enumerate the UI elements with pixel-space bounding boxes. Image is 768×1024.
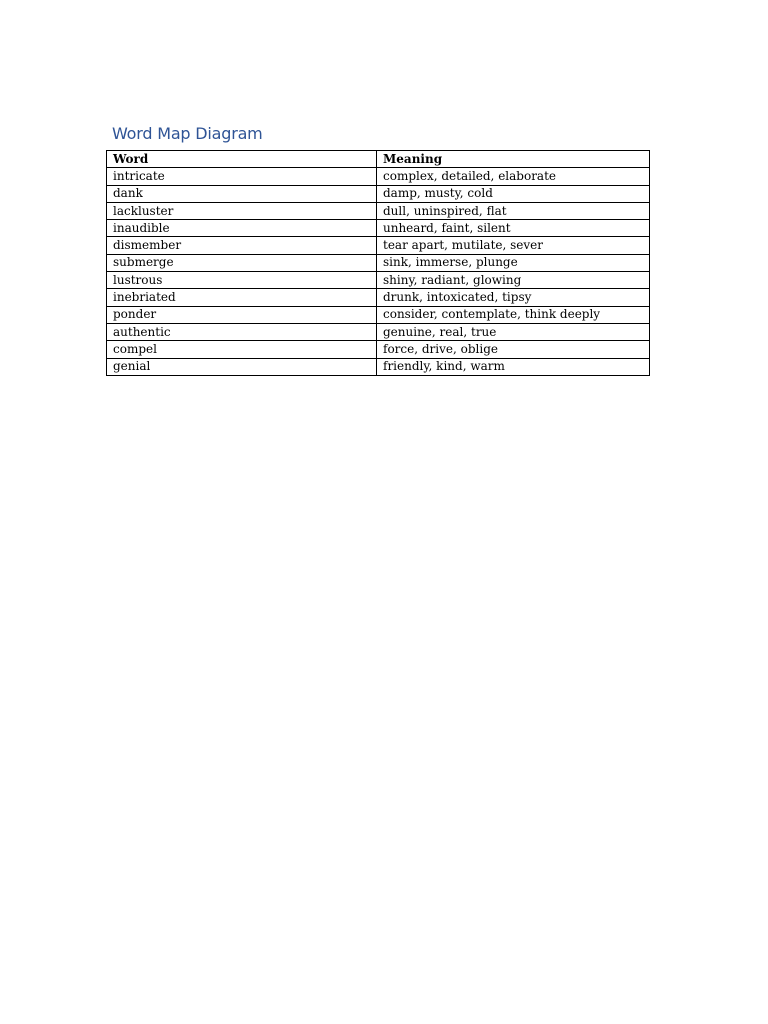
table-row [107, 185, 650, 202]
word-cell: inebriated [107, 289, 377, 306]
table-row [107, 341, 650, 358]
table-row [107, 220, 650, 237]
table-row [107, 202, 650, 219]
meaning-cell: unheard, faint, silent [377, 220, 650, 237]
meaning-cell: complex, detailed, elaborate [377, 168, 650, 185]
column-header-meaning: Meaning [377, 151, 650, 168]
word-cell: compel [107, 341, 377, 358]
meaning-cell: dull, uninspired, flat [377, 202, 650, 219]
word-cell: intricate [107, 168, 377, 185]
word-cell: lustrous [107, 272, 377, 289]
word-cell: authentic [107, 323, 377, 340]
meaning-cell: genuine, real, true [377, 323, 650, 340]
table-row [107, 254, 650, 271]
meaning-cell: shiny, radiant, glowing [377, 272, 650, 289]
meaning-cell: tear apart, mutilate, sever [377, 237, 650, 254]
meaning-cell: drunk, intoxicated, tipsy [377, 289, 650, 306]
word-cell: inaudible [107, 220, 377, 237]
word-cell: submerge [107, 254, 377, 271]
word-cell: ponder [107, 306, 377, 323]
table-header-row [107, 151, 650, 168]
word-cell: dismember [107, 237, 377, 254]
table-row [107, 272, 650, 289]
table-row [107, 306, 650, 323]
word-cell: lackluster [107, 202, 377, 219]
table-row [107, 289, 650, 306]
word-cell: genial [107, 358, 377, 375]
meaning-cell: consider, contemplate, think deeply [377, 306, 650, 323]
table-row [107, 168, 650, 185]
column-header-word: Word [107, 151, 377, 168]
meaning-cell: force, drive, oblige [377, 341, 650, 358]
word-map-table [106, 150, 650, 376]
word-cell: dank [107, 185, 377, 202]
table-row [107, 237, 650, 254]
meaning-cell: damp, musty, cold [377, 185, 650, 202]
meaning-cell: friendly, kind, warm [377, 358, 650, 375]
table-row [107, 323, 650, 340]
page-title: Word Map Diagram [112, 124, 263, 143]
table-row [107, 358, 650, 375]
meaning-cell: sink, immerse, plunge [377, 254, 650, 271]
